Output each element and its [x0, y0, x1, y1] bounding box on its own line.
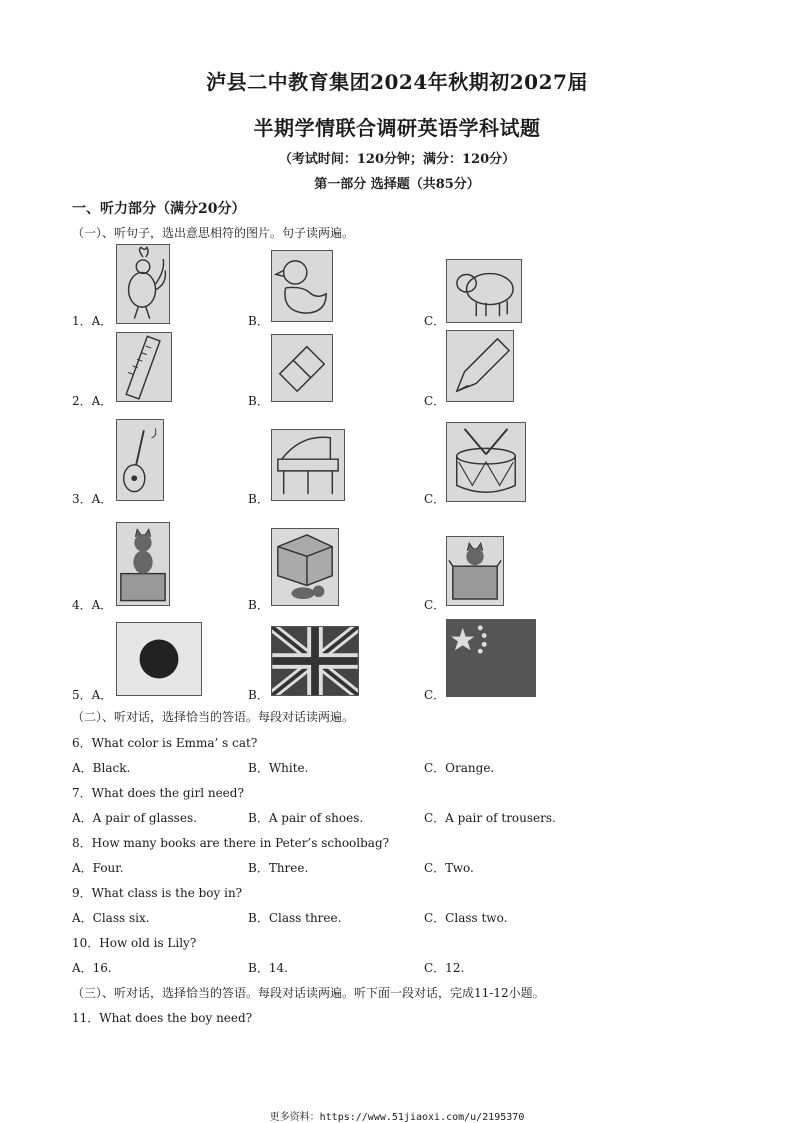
q7-option-b: B．A pair of shoes. [248, 811, 364, 825]
japan-flag-icon [116, 622, 202, 696]
ruler-icon [116, 332, 172, 402]
pencil-icon [446, 330, 514, 402]
uk-flag-icon [271, 626, 359, 696]
sheep-icon [446, 259, 522, 323]
q3-label-c: C． [424, 492, 446, 506]
q10-option-b: B．14. [248, 961, 288, 975]
q1-label-c: C． [424, 314, 446, 328]
q6-option-c: C．Orange. [424, 761, 495, 775]
q9-option-c: C．Class two. [424, 911, 508, 925]
footer-link[interactable]: 更多资料：https://www.51jiaoxi.com/u/2195370 [269, 1112, 525, 1123]
q8-option-c: C．Two. [424, 861, 474, 875]
cat-on-box-icon [116, 522, 170, 606]
rooster-icon [116, 244, 170, 324]
q1-label-a: 1．A． [72, 314, 113, 328]
q10-option-a: A．16. [72, 961, 112, 975]
q4-label-c: C． [424, 598, 446, 612]
exam-title-line2: 半期学情联合调研英语学科试题 [253, 116, 541, 140]
q3-label-a: 3．A． [72, 492, 113, 506]
q5-label-b: B． [248, 688, 269, 702]
exam-title-line1: 泸县二中教育集团2024年秋期初2027届 [206, 70, 588, 94]
q8-option-a: A．Four. [72, 861, 124, 875]
exam-info: （考试时间：120分钟；满分：120分） [278, 152, 516, 167]
q7-option-c: C．A pair of trousers. [424, 811, 556, 825]
q10-option-c: C．12. [424, 961, 465, 975]
drum-icon [446, 422, 526, 502]
q9-text: 9．What class is the boy in? [72, 886, 243, 900]
q5-label-a: 5．A． [72, 688, 113, 702]
listening-heading: 一、听力部分（满分20分） [72, 201, 246, 217]
q1-label-b: B． [248, 314, 269, 328]
q7-option-a: A．A pair of glasses. [72, 811, 197, 825]
section3-instruction: （三）、听对话，选择恰当的答语。每段对话读两遍。听下面一段对话，完成11-12小题。 [72, 986, 545, 1000]
q4-label-a: 4．A． [72, 598, 113, 612]
piano-icon [271, 429, 345, 501]
q11-text: 11．What does the boy need? [72, 1011, 253, 1025]
china-flag-icon [446, 619, 536, 697]
duck-icon [271, 250, 333, 322]
q2-label-a: 2．A． [72, 394, 113, 408]
section1-instruction: （一）、听句子，选出意思相符的图片。句子读两遍。 [72, 226, 355, 240]
q6-option-a: A．Black. [72, 761, 131, 775]
q9-option-b: B．Class three. [248, 911, 342, 925]
cat-in-box-icon [446, 536, 504, 606]
part-title: 第一部分 选择题（共85分） [314, 177, 480, 192]
q10-text: 10．How old is Lily? [72, 936, 197, 950]
section2-instruction: （二）、听对话，选择恰当的答语。每段对话读两遍。 [72, 710, 355, 724]
q8-option-b: B．Three. [248, 861, 309, 875]
q6-text: 6．What color is Emma’ s cat? [72, 736, 258, 750]
q9-option-a: A．Class six. [72, 911, 150, 925]
q5-label-c: C． [424, 688, 446, 702]
q4-label-b: B． [248, 598, 269, 612]
q7-text: 7．What does the girl need? [72, 786, 244, 800]
q2-label-b: B． [248, 394, 269, 408]
guitar-icon [116, 419, 164, 501]
q8-text: 8．How many books are there in Peter’s schoolbag? [72, 836, 390, 850]
q2-label-c: C． [424, 394, 446, 408]
cat-under-box-icon [271, 528, 339, 606]
q6-option-b: B．White. [248, 761, 309, 775]
q3-label-b: B． [248, 492, 269, 506]
eraser-icon [271, 334, 333, 402]
